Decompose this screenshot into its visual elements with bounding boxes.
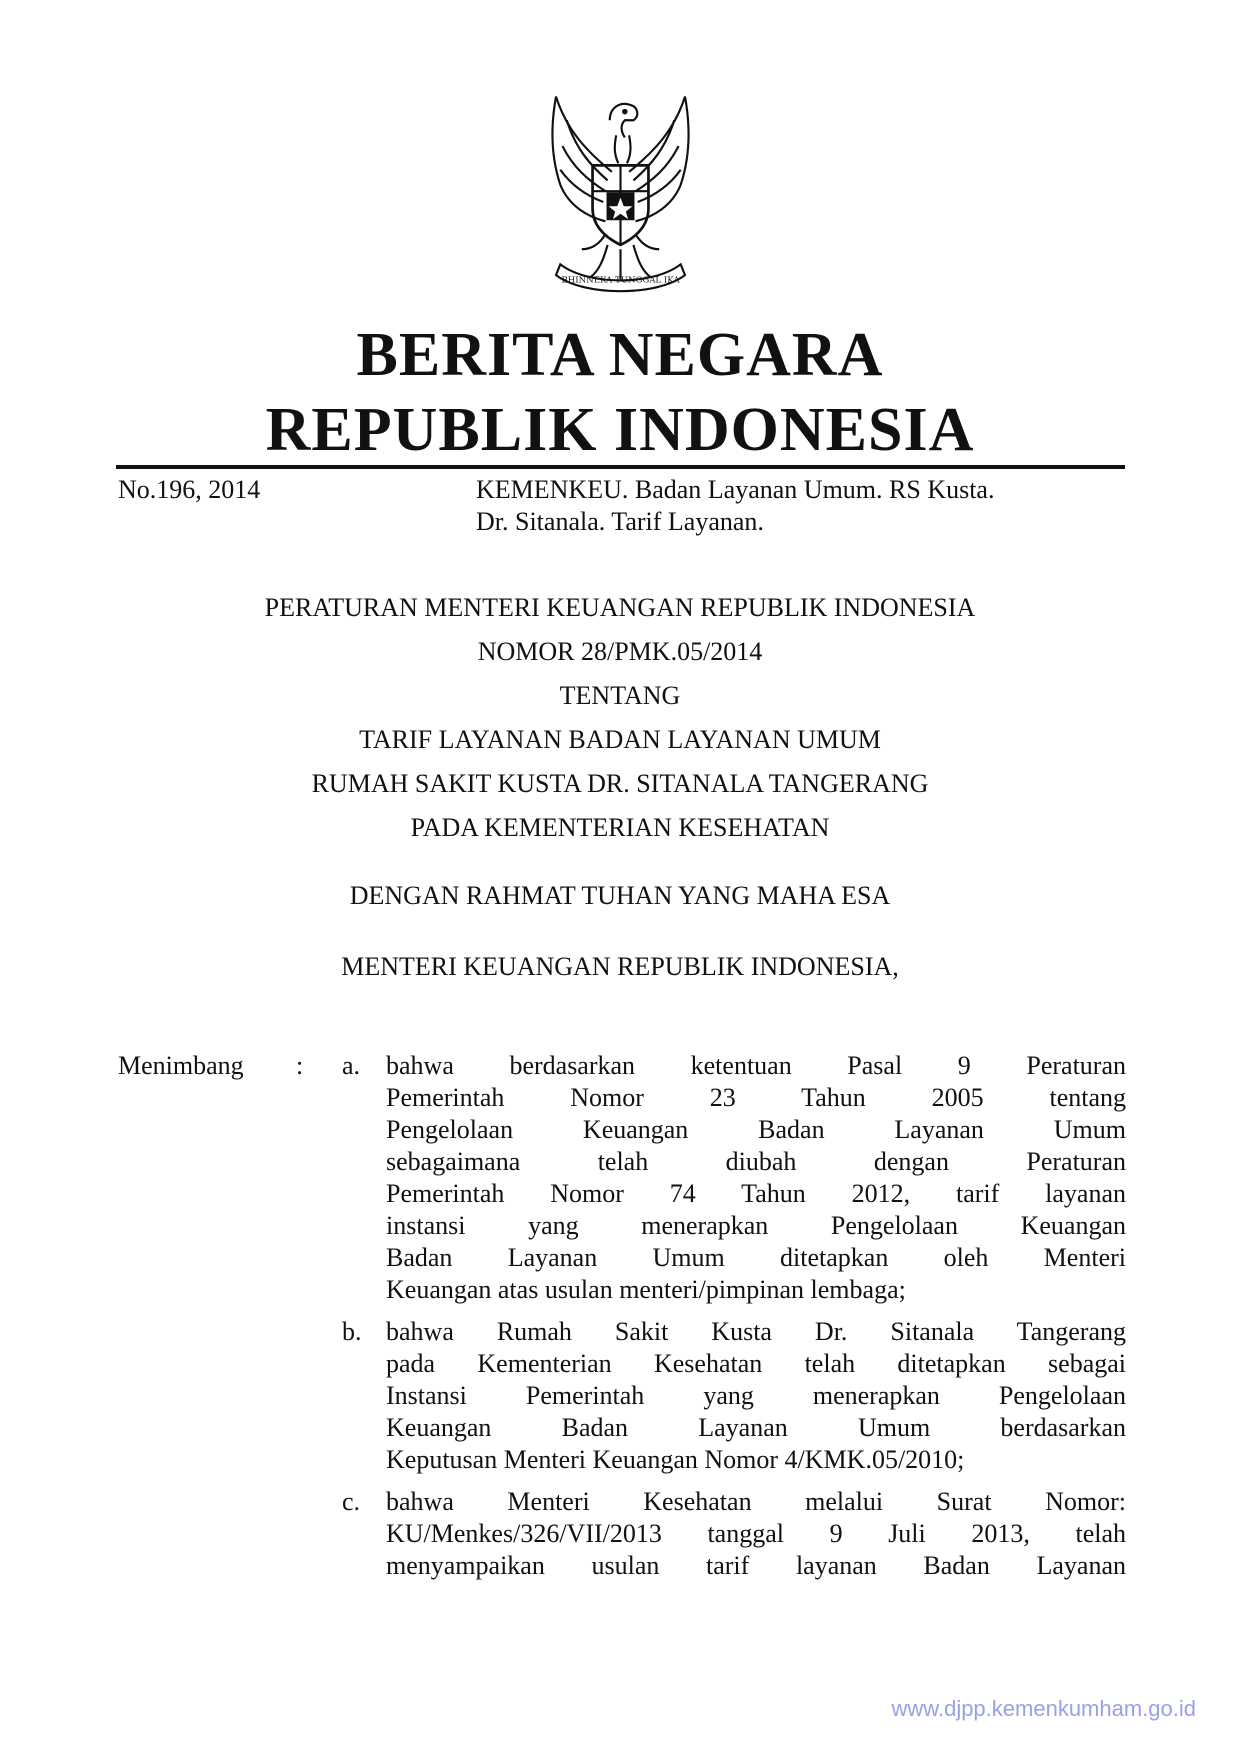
masthead-divider	[116, 465, 1125, 469]
considering-item-letter: c.	[342, 1487, 361, 1516]
regulation-subject-line: PADA KEMENTERIAN KESEHATAN	[410, 813, 830, 842]
regulation-about: TENTANG	[559, 681, 681, 710]
blessing-line: DENGAN RAHMAT TUHAN YANG MAHA ESA	[349, 881, 891, 910]
considering-item-line: Pemerintah Nomor 74 Tahun 2012, tarif layanan	[386, 1179, 1126, 1208]
considering-item-line: Badan Layanan Umum ditetapkan oleh Menteri	[386, 1243, 1126, 1272]
considering-item-line: pada Kementerian Kesehatan telah ditetapkan sebagai	[386, 1349, 1126, 1378]
considering-item-line: instansi yang menerapkan Pengelolaan Keuangan	[386, 1211, 1126, 1240]
considering-item-line: Pemerintah Nomor 23 Tahun 2005 tentang	[386, 1083, 1126, 1112]
considering-label: Menimbang	[118, 1051, 244, 1080]
considering-item-letter: b.	[342, 1317, 362, 1346]
gazette-number: No.196, 2014	[118, 475, 261, 504]
considering-item-line: menyampaikan usulan tarif layanan Badan Layanan	[386, 1551, 1126, 1580]
regulation-title: PERATURAN MENTERI KEUANGAN REPUBLIK INDONESIA	[264, 593, 976, 622]
garuda-emblem-icon	[513, 88, 728, 303]
gazette-subject-line: KEMENKEU. Badan Layanan Umum. RS Kusta.	[476, 475, 995, 504]
considering-item-line: Keuangan atas usulan menteri/pimpinan lembaga;	[386, 1275, 906, 1304]
gazette-subject-line: Dr. Sitanala. Tarif Layanan.	[476, 507, 764, 536]
considering-item-line: bahwa berdasarkan ketentuan Pasal 9 Peraturan	[386, 1051, 1126, 1080]
considering-item-line: Keuangan Badan Layanan Umum berdasarkan	[386, 1413, 1126, 1442]
considering-item-line: Instansi Pemerintah yang menerapkan Pengelolaan	[386, 1381, 1126, 1410]
considering-item-line: Keputusan Menteri Keuangan Nomor 4/KMK.05/2010;	[386, 1445, 965, 1474]
considering-item-line: KU/Menkes/326/VII/2013 tanggal 9 Juli 2013, telah	[386, 1519, 1126, 1548]
considering-item-line: bahwa Rumah Sakit Kusta Dr. Sitanala Tangerang	[386, 1317, 1126, 1346]
footer-url-link[interactable]: www.djpp.kemenkumham.go.id	[891, 1696, 1196, 1721]
gazette-subject	[476, 474, 1126, 538]
regulation-subject-line: TARIF LAYANAN BADAN LAYANAN UMUM	[359, 725, 881, 754]
masthead-title-line1: BERITA NEGARA	[356, 321, 884, 389]
considering-item-line: sebagaimana telah diubah dengan Peraturan	[386, 1147, 1126, 1176]
considering-item-line: bahwa Menteri Kesehatan melalui Surat Nomor:	[386, 1487, 1126, 1516]
considering-item-line: Pengelolaan Keuangan Badan Layanan Umum	[386, 1115, 1126, 1144]
regulation-number: NOMOR 28/PMK.05/2014	[477, 637, 763, 666]
considering-item-letter: a.	[342, 1051, 361, 1080]
considering-colon: :	[296, 1051, 304, 1080]
issuer-line: MENTERI KEUANGAN REPUBLIK INDONESIA,	[341, 952, 899, 981]
regulation-subject-line: RUMAH SAKIT KUSTA DR. SITANALA TANGERANG	[311, 769, 929, 798]
masthead-title-line2: REPUBLIK INDONESIA	[265, 396, 975, 464]
emblem-motto: BHINNEKA TUNGGAL IKA	[561, 275, 680, 286]
